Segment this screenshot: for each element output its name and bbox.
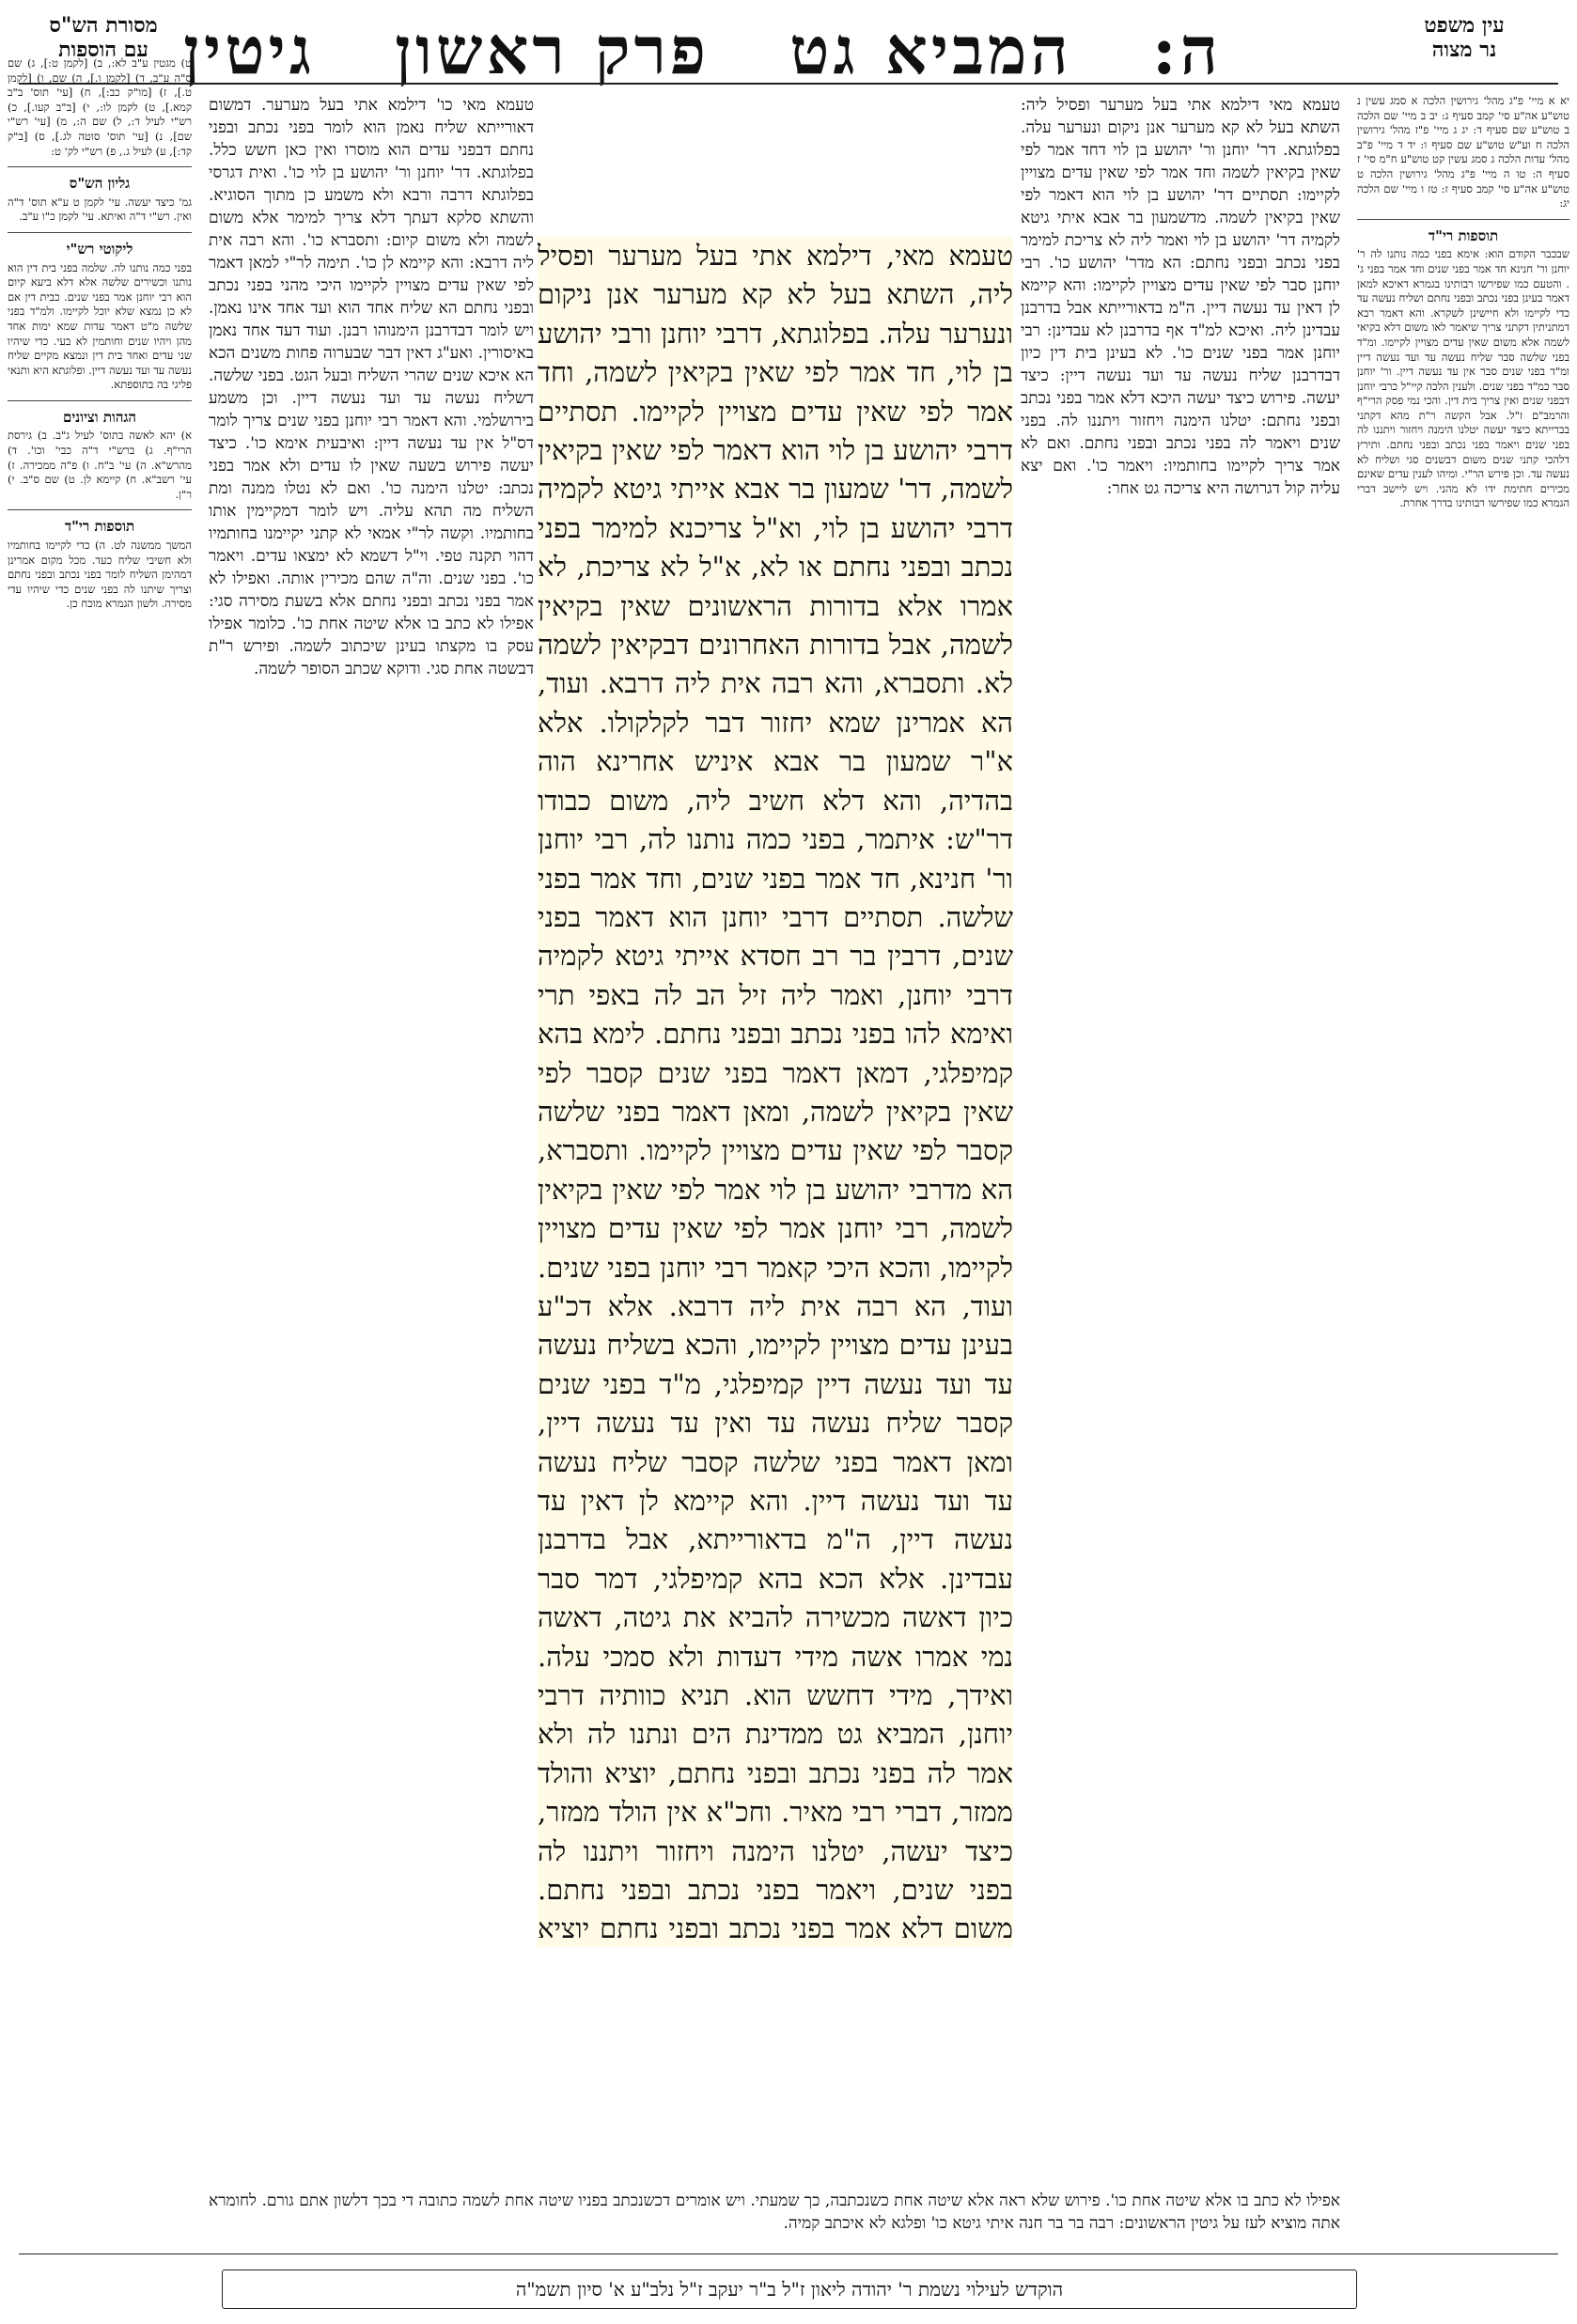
perek-name: המביא גט [789, 11, 1072, 89]
tosafot-rid-title-right: תוספות רי"ד [1428, 226, 1499, 244]
hagahot-title: הגהות וציונים [62, 408, 137, 426]
divider [8, 509, 192, 510]
gilyon-text: גמ' כיצד יעשה. עי' לקמן ט ע"א תוס' ד"ה ואין. רש"י ד"ה ואיתא. עי' לקמן כ"ו ע"ב. [8, 195, 192, 224]
tosafot-column [209, 94, 534, 2183]
tosafot-rid-text: המשך ממשנה לט. ה) כדי לקיימו בחותמיו ולא חשיבי שליח כעד. מכל מקום אמרינן דמהימן השליח לומר בפני נכתב ובפני נחתם וצריך שיתנו לה בפני שנים כדי שיהיו עדי מסירה. ולשון הגמרא מוכח כן. [8, 538, 192, 611]
rashi-text: טעמא מאי דילמא אתי בעל מערער ופסיל ליה: השתא בעל לא קא מערער אנן ניקום ונערער עלה. בפלוגתא. דר' יוחנן ור' יהושע בן לוי דחד אמר לפי שאין בקיאין לשמה וחד אמר לפי שאין עדים מצויין לקיימו: תסתיים דר' יהושע בן לוי הוא דאמר לפי שאין בקיאין לשמה. מדשמעון בר אבא איתי גיטא לקמיה דר' יהושע בן לוי ואמר ליה לא צריכת למימר בפני נכתב ובפני נחתם: הא מדר' יהושע כו'. רבי יוחנן סבר לפי שאין עדים מצויין לקיימו: והא קיימא לן דאין עד נעשה דיין. ה"מ בדאורייתא אבל בדרבנן עבדינן ליה. ואיכא למ"ד אף בדרבנן לא עבדינן: רבי יוחנן אמר בפני שנים כו'. לא בעינן בית דין כיון דבדרבנן שליח נעשה עד ועד נעשה דיין: כיצד יעשה. פירוש כיצד יעשה היכא דלא אמר בפני נכתב ובפני נחתם: יטלנו הימנה ויחזור ויתננו לה. בפני שנים ויאמר לה בפני נכתב ובפני נחתם. ואם לא אמר צריך לקיימו בחותמיו: ויאמר כו'. ואם יצא עליה קול דגרושה היא צריכה גט אחר: [1021, 96, 1340, 498]
divider [1357, 219, 1569, 220]
rashi-column [1021, 94, 1340, 2183]
tosafot-rid-title: תוספות רי"ד [64, 518, 135, 536]
mesoret-text: ט) מגטין ע"ב לא:, ב) [לקמן ט:], ג) שם ס"ה ע"ב, ד) [לקמן ו.], ה) שם, ו) [לקמן ט.], ז) [מו"ק כב:], ח) [עי' תוס' ב"ב קמא.], ט) לקמן לו:, י) [ב"ב קעו.], כ) רש"י לעיל ד:, ל) שם ה:, מ) [עי' רש"י שם], נ) [עי' תוס' סוטה לג.], ס) [ב"ק קד:], ע) לעיל ג., פ) רש"י לק' ט: [8, 56, 192, 158]
divider [8, 400, 192, 401]
left-margin-column [8, 56, 192, 2221]
gemara-text: טעמא מאי, דילמא אתי בעל מערער ופסיל ליה, השתא בעל לא קא מערער אנן ניקום ונערער עלה. בפלוגתא, דרבי יוחנן ורבי יהושע בן לוי, חד אמר לפי שאין בקיאין לשמה, וחד אמר לפי שאין עדים מצויין לקיימו. תסתיים דרבי יהושע בן לוי הוא דאמר לפי שאין בקיאין לשמה, דר' שמעון בר אבא אייתי גיטא לקמיה דרבי יהושע בן לוי, וא"ל צריכנא למימר בפני נכתב ובפני נחתם או לא, א"ל לא צריכת, לא אמרו אלא בדורות הראשונים שאין בקיאין לשמה, אבל בדורות האחרונים דבקיאין לשמה לא. ותסברא, והא רבה אית ליה דרבא. ועוד, הא אמרינן שמא יחזור דבר לקלקולו. אלא א"ר שמעון בר אבא איניש אחרינא הוה בהדיה, והא דלא חשיב ליה, משום כבודו דר"ש: איתמר, בפני כמה נותנו לה, רבי יוחנן ור' חנינא, חד אמר בפני שנים, וחד אמר בפני שלשה. תסתיים דרבי יוחנן הוא דאמר בפני שנים, דרבין בר רב חסדא אייתי גיטא לקמיה דרבי יוחנן, ואמר ליה זיל הב לה באפי תרי ואימא להו בפני נכתב ובפני נחתם. לימא בהא קמיפלגי, דמאן דאמר בפני שנים קסבר לפי שאין בקיאין לשמה, ומאן דאמר בפני שלשה קסבר לפי שאין עדים מצויין לקיימו. ותסברא, הא מדרבי יהושע בן לוי אמר לפי שאין בקיאין לשמה, רבי יוחנן אמר לפי שאין עדים מצויין לקיימו, והכא היכי קאמר רבי יוחנן בפני שנים. ועוד, הא רבה אית ליה דרבא. אלא דכ"ע בעינן עדים מצויין לקיימו, והכא בשליח נעשה עד ועד נעשה דיין קמיפלגי, מ"ד בפני שנים קסבר שליח נעשה עד ואין עד נעשה דיין, ומאן דאמר בפני שלשה קסבר שליח נעשה עד ועד נעשה דיין. והא קיימא לן דאין עד נעשה דיין, ה"מ בדאורייתא, אבל בדרבנן עבדינן. אלא הכא בהא קמיפלגי, דמר סבר כיון דאשה מכשירה להביא את גיטה, דאשה נמי אמרו אשה מידי דעדות ולא סמכי עלה. ואידך, מידי דחשש הוא. תניא כוותיה דרבי יוחנן, המביא גט ממדינת הים ונתנו לה ולא אמר לה בפני נכתב ובפני נחתם, יוציא והולד ממזר, דברי רבי מאיר. וחכ"א אין הולד ממזר, כיצד יעשה, יטלנו הימנה ויחזור ויתננו לה בפני שנים, ויאמר בפני נכתב ובפני נחתם. משום דלא אמר בפני נכתב ובפני נחתם יוציא [538, 240, 1013, 1945]
ein-mishpat-label [1361, 13, 1568, 62]
page-header [0, 8, 1577, 89]
ein-mishpat-text: יא א מיי' פ"ג מהל' גירושין הלכה א סמג עשין נ טוש"ע אה"ע סי' קמב סעיף ג: יב ב מיי' שם הלכה ב טוש"ע שם סעיף ד: יג ג מיי' פ"ז מהל' גירושין הלכה ח וע"ש טוש"ע שם סעיף ו: יד ד מיי' פ"ב מהל' עדות הלכה ג סמג עשין קט טוש"ע ח"מ סי' ז סעיף ה: טו ה מיי' פ"ג מהל' גירושין הלכה ט טוש"ע אה"ע סי' קמב סעיף ז: טז ו מיי' שם הלכה יג: [1357, 94, 1569, 211]
mesoret-label [9, 13, 197, 62]
header-divider [19, 83, 1558, 85]
likutei-rashi-text: בפני כמה נותנו לה. שלמה בפני בית דין הוא נותנו וכשירים שלשה אלא דלא ביעא קיום הוא רבי יוחנן אמר בפני שנים. כבית דין אם לא כן נמצא שלא יוכל לקיימו. ולמ"ד בפני שלשה מ"ט דאמר עדות שמא ימות אחד מהן ויהיו שנים וחותמין לא בעי. כדי שיהיו שני עדים ואחד בית דין ונמצא מקיים שליח נעשה עד ועד נעשה דיין. ופלוגתא היא ותנאי פליגי בה בתוספתא. [8, 260, 192, 392]
bottom-commentary-strip [209, 2190, 1340, 2237]
mesoret-label-line1: מסורת הש"ס [49, 13, 158, 38]
dedication-box [222, 2269, 1357, 2309]
mesoret-label-line2: עם הוספות [58, 38, 148, 62]
perek-number: פרק ראשון [395, 11, 710, 89]
daf-number: ה: [1151, 11, 1222, 89]
gilyon-title: גליון הש"ס [69, 175, 131, 193]
divider [8, 166, 192, 167]
bottom-commentary-text: אפילו לא כתב בו אלא שיטה אחת כו'. פירוש שלא ראה אלא שיטה אחת כשנכתבה, כך שמעתי. ויש אומרים דכשנכתב בפניו שיטה אחת לשמה כתובה די בכך דלשון אתם גורם. לחומרא אתה מוציא לעז על גיטין הראשונים: רבה בר בר חנה איתי גיטא כו' ופלגא לא איכתב קמיה. [209, 2191, 1340, 2233]
divider [8, 232, 192, 233]
tosafot-text: טעמא מאי כו' דילמא אתי בעל מערער. דמשום דאורייתא שליח נאמן הוא לומר בפני נכתב ובפני נחתם דבפני עדים הוא מוסרו ואין כאן חשש כלל. בפלוגתא. דר' יוחנן ור' יהושע בן לוי כו'. ואית דגרסי בפלוגתא דרבה ורבא ולא משמע כן מתוך הסוגיא. והשתא סלקא דעתך דלא צריך למימר אלא משום לשמה ולא משום קיום: ותסברא כו'. והא רבה אית ליה דרבא: והא קיימא לן כו'. תימה לר"י למאן דאמר לפי שאין עדים מצויין לקיימו היכי מהני בפני נכתב ובפני נחתם הא שליח אחד הוא ועד אחד אינו נאמן. ויש לומר דבדרבנן הימנוהו רבנן. ועוד דעד אחד נאמן באיסורין. ואע"ג דאין דבר שבערוה פחות משנים הכא הא איכא שנים שהרי השליח ובעל הגט. בפני שלשה. דשליח נעשה עד ועד נעשה דיין. וכן משמע בירושלמי. והא דאמר רבי יוחנן בפני שנים צריך לומר דס"ל אין עד נעשה דיין: ואיבעית אימא כו'. כיצד יעשה פירוש בשעה שאין לו עדים ולא אמר בפני נכתב: יטלנו הימנה כו'. ואם לא נטלו ממנה ומת השליח מה תהא עליה. ויש לומר דמקיימין אותו בחותמיו. וקשה לר"י אמאי לא קתני יקיימנו בחותמיו דהוי תקנה טפי. וי"ל דשמא לא ימצאו עדים. ויאמר כו'. בפני שנים. וה"ה שהם מכירין אותה. ואפילו לא אמר בפני נכתב ובפני נחתם אלא בשעת מסירה סגי: אפילו לא כתב בו אלא שיטה אחת כו'. כלומר אפילו עסק בו מקצתו בעינן שיכתוב לשמה. ופירש ר"ת דבשטה אחת סגי. ודוקא שכתב הסופר לשמה. [209, 96, 534, 678]
hagahot-text: א) יהא לאשה בתוס' לעיל ג"ב. ב) גירסת הרי"ף. ג) ברש"י ד"ה כבי' וכו'. ד) מהרש"א. ה) עי' ב"ח. ו) פ"ה ממכירה. ז) עי' רשב"א. ח) קיימא לן. ט) שם ס"ב. י) ר"ן. [8, 429, 192, 501]
dedication-text: הוקדש לעילוי נשמת ר' יהודה ליאון ז"ל ב"ר יעקב ז"ל נלב"ע א' סיון תשמ"ה [515, 2278, 1064, 2301]
gemara-text-block [538, 237, 1013, 1947]
tractate-name: גיטין [183, 11, 316, 89]
page-title [183, 11, 1222, 90]
ein-mishpat-label-line2: נר מצוה [1431, 38, 1497, 62]
likutei-rashi-title: ליקוטי רש"י [66, 240, 133, 257]
tosafot-rid-text-right: שבכבר הקודם הוא: אימא בפני כמה נותנו לה ר' יוחנן ור' חנינא חד אמר בפני שנים וחד אמר בפני ג' . והטעם כמו שפירשו רבותינו בגמרא דאיכא למאן דאמר בעינן בפני נכתב ובפני נחתם ושליח נעשה עד כדי לקיימו ולא חיישינן לשקרא. והא דאמר רבא דמתניתין דקתני צריך שיאמר לאו משום דלא בקיאי לשמה אלא משום שאין עדים מצויין לקיימו. ומ"ד בפני שלשה סבר שליח נעשה עד ועד נעשה דיין ומ"ד בפני שנים סבר אין עד נעשה דיין. ור' יוחנן סבר כמ"ד בפני שנים. ולענין הלכה קיי"ל כרבי יוחנן דבפני שנים ואין צריך בית דין. והכי נמי פסק הרי"ף והרמב"ם ז"ל. אבל הקשה ר"ת מהא דקתני בברייתא כיצד יעשה יטלנו הימנה ויחזור ויתננו לה בפני שנים ויאמר בפני נכתב ובפני נחתם. ותירץ דלהכי קתני שנים משום דבשנים סגי ושליח לא נעשה עד. וכן פירש הר"י. ומיהו לענין עדים שאינם מכירים חתימת ידו לא מהני. ויש ליישב דברי הגמרא כמו שפירשו רבותינו בדרך אחרת. [1357, 247, 1569, 510]
right-margin-column [1357, 94, 1569, 2221]
ein-mishpat-label-line1: עין משפט [1424, 13, 1505, 38]
